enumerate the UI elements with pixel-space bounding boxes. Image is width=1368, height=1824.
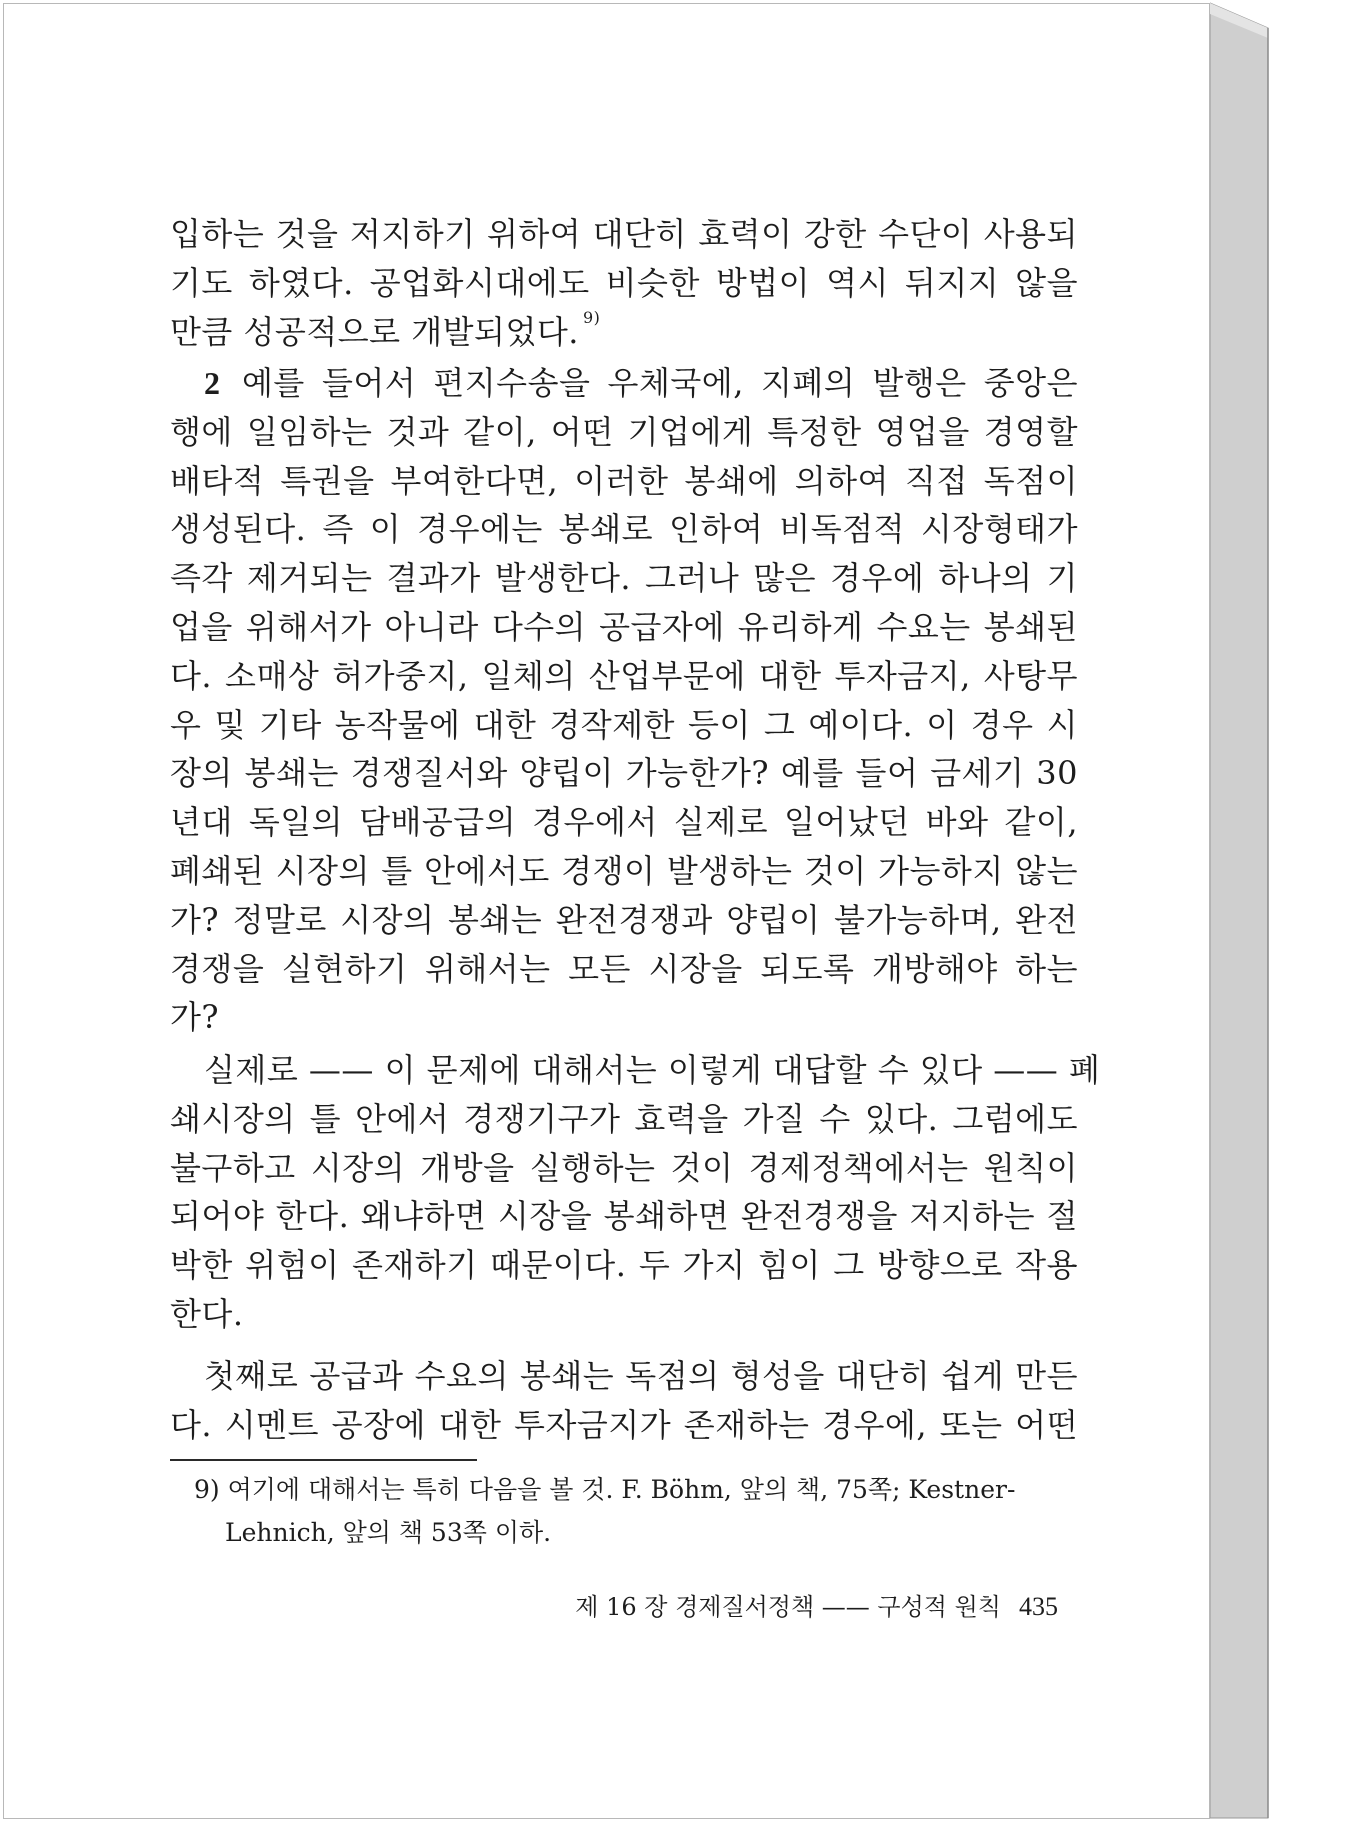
chapter-title: 제 16 장 경제질서정책 —— 구성적 원칙: [575, 1593, 1001, 1621]
text-line: 만큼 성공적으로 개발되었다.: [170, 312, 579, 351]
footnote: [194, 1468, 1079, 1554]
paragraph-top: [170, 210, 1078, 356]
paragraph-3: [170, 1046, 1101, 1339]
text-line: 년대 독일의 담배공급의 경우에서 실제로 일어났던 바와 같이,: [170, 803, 1078, 842]
text-line: 가?: [170, 998, 220, 1037]
text-line: 즉각 제거되는 결과가 발생한다. 그러나 많은 경우에 하나의 기: [170, 559, 1078, 598]
text-line: 쇄시장의 틀 안에서 경쟁기구가 효력을 가질 수 있다. 그럼에도: [170, 1099, 1078, 1138]
text-line: 한다.: [170, 1294, 244, 1333]
text-line: 첫째로 공급과 수요의 봉쇄는 독점의 형성을 대단히 쉽게 만든: [204, 1357, 1078, 1395]
footnote-divider: [170, 1459, 477, 1461]
text-line: 불구하고 시장의 개방을 실행하는 것이 경제정책에서는 원칙이: [170, 1148, 1078, 1187]
text-line: 예를 들어서 편지수송을 우체국에, 지폐의 발행은 중앙은: [242, 364, 1078, 402]
text-line: 행에 일임하는 것과 같이, 어떤 기업에게 특정한 영업을 경영할: [170, 412, 1078, 451]
text-line: 되어야 한다. 왜냐하면 시장을 봉쇄하면 완전경쟁을 저지하는 절: [170, 1197, 1078, 1236]
text-line: 배타적 특권을 부여한다면, 이러한 봉쇄에 의하여 직접 독점이: [170, 461, 1078, 500]
book-page: [3, 3, 1210, 1819]
text-line: 기도 하였다. 공업화시대에도 비슷한 방법이 역시 뒤지지 않을: [170, 263, 1078, 302]
text-line-with-footnote: [170, 308, 1078, 357]
text-line: 다. 소매상 허가중지, 일체의 산업부문에 대한 투자금지, 사탕무: [170, 656, 1078, 695]
text-line: 생성된다. 즉 이 경우에는 봉쇄로 인하여 비독점적 시장형태가: [170, 510, 1078, 549]
page-number: 435: [1019, 1592, 1058, 1621]
paragraph-2: [170, 359, 1078, 1042]
text-line: 가? 정말로 시장의 봉쇄는 완전경쟁과 양립이 불가능하며, 완전: [170, 900, 1078, 939]
footnote-line: 9) 여기에 대해서는 특히 다음을 볼 것. F. Böhm, 앞의 책, 75쪽; Kestner-: [194, 1475, 1016, 1504]
text-line: 박한 위험이 존재하기 때문이다. 두 가지 힘이 그 방향으로 작용: [170, 1246, 1078, 1285]
text-line: 경쟁을 실현하기 위해서는 모든 시장을 되도록 개방해야 하는: [170, 949, 1078, 988]
book-edge-shape: [1210, 0, 1368, 1824]
text-line: 다. 시멘트 공장에 대한 투자금지가 존재하는 경우에, 또는 어떤: [170, 1405, 1078, 1444]
text-line: 폐쇄된 시장의 틀 안에서도 경쟁이 발생하는 것이 가능하지 않는: [170, 851, 1078, 890]
paragraph-4: [170, 1352, 1078, 1450]
text-line: 우 및 기타 농작물에 대한 경작제한 등이 그 예이다. 이 경우 시: [170, 705, 1078, 744]
footnote-line: Lehnich, 앞의 책 53쪽 이하.: [225, 1518, 552, 1547]
text-line: 입하는 것을 저지하기 위하여 대단히 효력이 강한 수단이 사용되: [170, 215, 1078, 253]
text-line-numbered: [170, 359, 1078, 408]
footnote-reference: 9): [582, 307, 601, 327]
running-footer: [564, 1590, 1058, 1624]
text-line: 장의 봉쇄는 경쟁질서와 양립이 가능한가? 예를 들어 금세기 30: [170, 754, 1078, 793]
text-line: 실제로 —— 이 문제에 대해서는 이렇게 대답할 수 있다 —— 폐: [204, 1051, 1101, 1089]
section-number: 2: [204, 365, 220, 401]
text-line: 업을 위해서가 아니라 다수의 공급자에 유리하게 수요는 봉쇄된: [170, 607, 1078, 646]
